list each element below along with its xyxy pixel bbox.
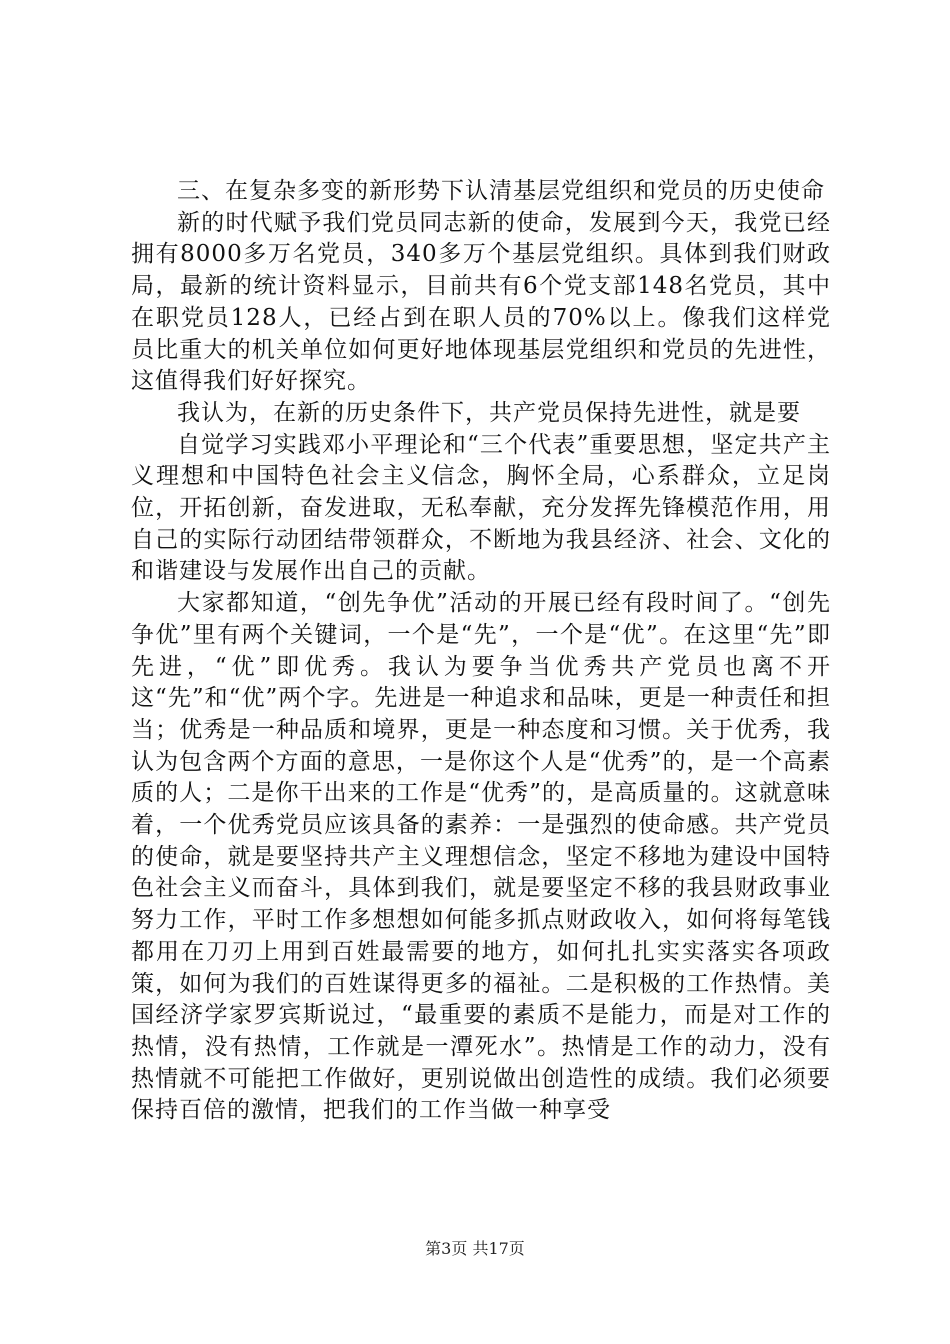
section-heading: 三、在复杂多变的新形势下认清基层党组织和党员的历史使命 [177, 178, 825, 204]
body-paragraph: 大家都知道，“创先争优”活动的开展已经有段时间了。“创先争优”里有两个关键词，一个是“先”，一个是“优”。在这里“先”即先进，“优”即优秀。我认为要争当优秀共产党员也离不开这“先”和“优”两个字。先进是一种追求和品味，更是一种责任和担当；优秀是一种品质和境界，更是一种态度和习惯。关于优秀，我认为包含两个方面的意思，一是你这个人是“优秀”的，是一个高素质的人；二是你干出来的工作是“优秀”的，是高质量的。这就意味着，一个优秀党员应该具备的素养：一是强烈的使命感。共产党员的使命，就是要坚持共产主义理想信念，坚定不移地为建设中国特色社会主义而奋斗，具体到我们，就是要坚定不移的我县财政事业努力工作，平时工作多想想如何能多抓点财政收入，如何将每笔钱都用在刀刃上用到百姓最需要的地方，如何扎扎实实落实各项政策，如何为我们的百姓谋得更多的福祉。二是积极的工作热情。美国经济学家罗宾斯说过，“最重要的素质不是能力，而是对工作的热情，没有热情，工作就是一潭死水”。热情是工作的动力，没有热情就不可能把工作做好，更别说做出创造性的成绩。我们必须要保持百倍的激情，把我们的工作当做一种享受 [131, 590, 831, 1124]
page-footer [0, 1239, 950, 1259]
page-number: 第3页 共17页 [425, 1239, 525, 1258]
body-paragraph: 我认为，在新的历史条件下，共产党员保持先进性，就是要 [177, 399, 801, 426]
document-body [131, 176, 831, 1127]
body-paragraph: 自觉学习实践邓小平理论和“三个代表”重要思想，坚定共产主义理想和中国特色社会主义信念，胸怀全局，心系群众，立足岗位，开拓创新，奋发进取，无私奉献，充分发挥先锋模范作用，用自己的实际行动团结带领群众，不断地为我县经济、社会、文化的和谐建设与发展作出自己的贡献。 [131, 431, 831, 585]
body-paragraph: 新的时代赋予我们党员同志新的使命，发展到今天，我党已经拥有8000多万名党员，340多万个基层党组织。具体到我们财政局，最新的统计资料显示，目前共有6个党支部148名党员，其中在职党员128人，已经占到在职人员的70%以上。像我们这样党员比重大的机关单位如何更好地体现基层党组织和党员的先进性，这值得我们好好探究。 [131, 209, 831, 395]
